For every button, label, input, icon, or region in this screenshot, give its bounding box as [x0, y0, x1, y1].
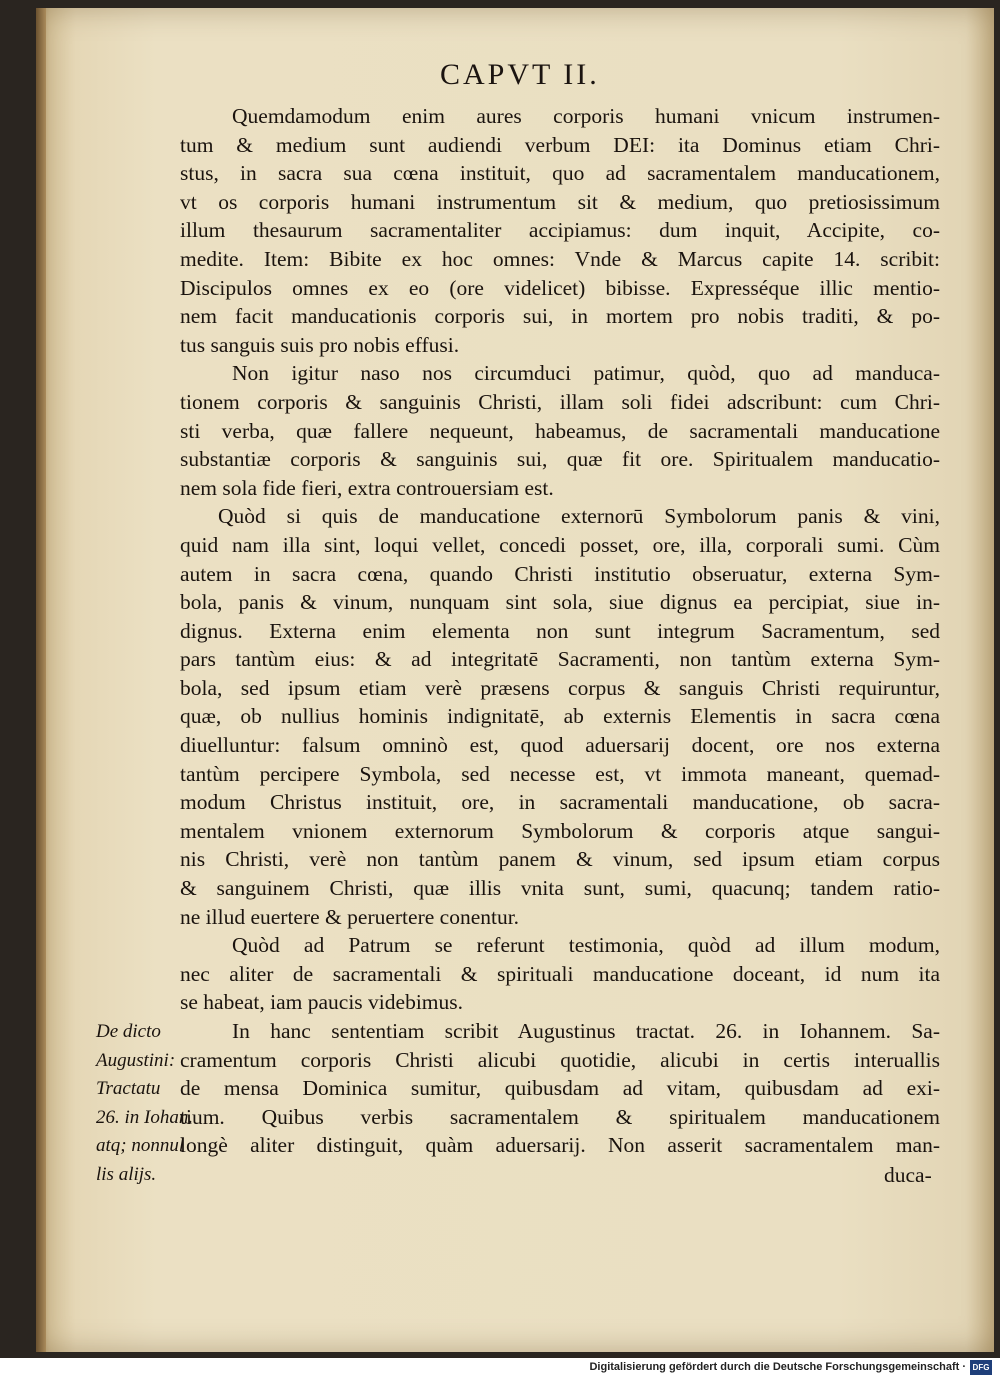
text-line: modum Christus instituit, ore, in sacramentali manducatione, ob sacra- [180, 790, 940, 815]
text-line: Non igitur naso nos circumduci patimur, quòd, quo ad manduca- [232, 361, 940, 386]
text-line: diuelluntur: falsum omninò est, quod aduersarij docent, ore nos externa [180, 733, 940, 758]
text-line: tionem corporis & sanguinis Christi, illam soli fidei adscribunt: cum Chri- [180, 389, 940, 414]
margin-note-line: Tractatu [96, 1078, 161, 1100]
page-gutter [36, 8, 46, 1352]
text-line: illum thesaurum sacramentaliter accipiamus: dum inquit, Accipite, co- [180, 218, 940, 243]
text-line: Discipulos omnes ex eo (ore videlicet) bibisse. Expresséque illic mentio- [180, 275, 940, 300]
text-line: Quòd ad Patrum se referunt testimonia, quòd ad illum modum, [232, 933, 940, 958]
text-line: nis Christi, verè non tantùm panem & vinum, sed ipsum etiam corpus [180, 847, 940, 872]
text-line: ne illud euertere & peruertere conentur. [180, 904, 520, 929]
text-line: In hanc sententiam scribit Augustinus tractat. 26. in Iohannem. Sa- [232, 1019, 940, 1043]
text-line: bola, panis & vinum, nunquam sint sola, siue dignus ea percipiat, siue in- [180, 590, 940, 615]
margin-note-line: De dicto [96, 1021, 161, 1042]
dfg-logo-icon: DFG [970, 1360, 992, 1375]
paragraph-4 [180, 931, 940, 1017]
text-line: se habeat, iam paucis videbimus. [180, 990, 464, 1015]
margin-note-line: Augustini: [96, 1049, 176, 1071]
text-line: & sanguinem Christi, quæ illis vnita sunt, sumi, quacunq; tandem ratio- [180, 876, 940, 901]
text-line: autem in sacra cœna, quando Christi institutio obseruatur, externa Sym- [180, 561, 940, 586]
margin-note-line: atq; nonnul [96, 1135, 185, 1157]
text-line: medite. Item: Bibite ex hoc omnes: Vnde & Marcus capite 14. scribit: [180, 246, 940, 271]
text-line: pars tantùm eius: & ad integritatē Sacramenti, non tantùm externa Sym- [180, 647, 940, 672]
main-text [180, 102, 940, 1160]
text-line: mentalem vnionem externorum Symbolorum & corporis atque sangui- [180, 818, 940, 843]
text-line: nem facit manducationis corporis sui, in mortem pro nobis traditi, & po- [180, 304, 940, 329]
text-line: Quòd si quis de manducatione externorū Symbolorum panis & vini, [218, 504, 940, 529]
text-line: bola, sed ipsum etiam verè præsens corpus & sanguis Christi requiruntur, [180, 675, 940, 700]
margin-note-line: 26. in Iohan. [96, 1106, 194, 1128]
footer-bar [0, 1358, 1000, 1379]
catchword: duca- [884, 1163, 932, 1187]
paragraph-3 [180, 502, 940, 931]
text-line: nec aliter de sacramentali & spirituali manducatione doceant, id num ita [180, 961, 940, 986]
text-line: substantiæ corporis & sanguinis sui, quæ fit ore. Spiritualem manducatio- [180, 447, 940, 472]
text-line: quid nam illa sint, loqui vellet, concedi posset, ore, illa, corporali sumi. Cùm [180, 532, 940, 557]
text-line: tantùm percipere Symbola, sed necesse est, vt immota maneant, quemad- [180, 761, 940, 786]
text-line: tum & medium sunt audiendi verbum DEI: ita Dominus etiam Chri- [180, 132, 940, 157]
funding-credit: Digitalisierung gefördert durch die Deutsche Forschungsgemeinschaft · [589, 1361, 966, 1373]
text-line: nem sola fide fieri, extra controuersiam est. [180, 475, 554, 500]
paragraph-2 [180, 359, 940, 502]
paragraph-1 [180, 102, 940, 359]
text-line: tium. Quibus verbis sacramentalem & spiritualem manducationem [180, 1104, 940, 1129]
text-line: longè aliter distinguit, quàm aduersarij. Non asserit sacramentalem man- [180, 1133, 940, 1158]
text-line: vt os corporis humani instrumentum sit & medium, quo pretiosissimum [180, 189, 940, 214]
text-line: de mensa Dominica sumitur, quibusdam ad vitam, quibusdam ad exi- [180, 1076, 940, 1101]
margin-note-line: lis alijs. [96, 1163, 157, 1185]
paragraph-5 [180, 1017, 940, 1160]
text-line: Quemdamodum enim aures corporis humani vnicum instrumen- [232, 104, 940, 128]
text-line: quæ, ob nullius hominis indignitatē, ab externis Elementis in sacra cœna [180, 704, 940, 729]
running-head: CAPVT II. [440, 58, 600, 91]
text-line: tus sanguis suis pro nobis effusi. [180, 332, 460, 357]
text-line: dignus. Externa enim elementa non sunt integrum Sacramentum, sed [180, 618, 940, 643]
text-line: stus, in sacra sua cœna instituit, quo ad sacramentalem manducationem, [180, 161, 940, 186]
text-line: cramentum corporis Christi alicubi quotidie, alicubi in certis interuallis [180, 1047, 940, 1072]
text-line: sti verba, quæ fallere nequeunt, habeamus, de sacramentali manducatione [180, 418, 940, 443]
margin-note [96, 1018, 226, 1190]
